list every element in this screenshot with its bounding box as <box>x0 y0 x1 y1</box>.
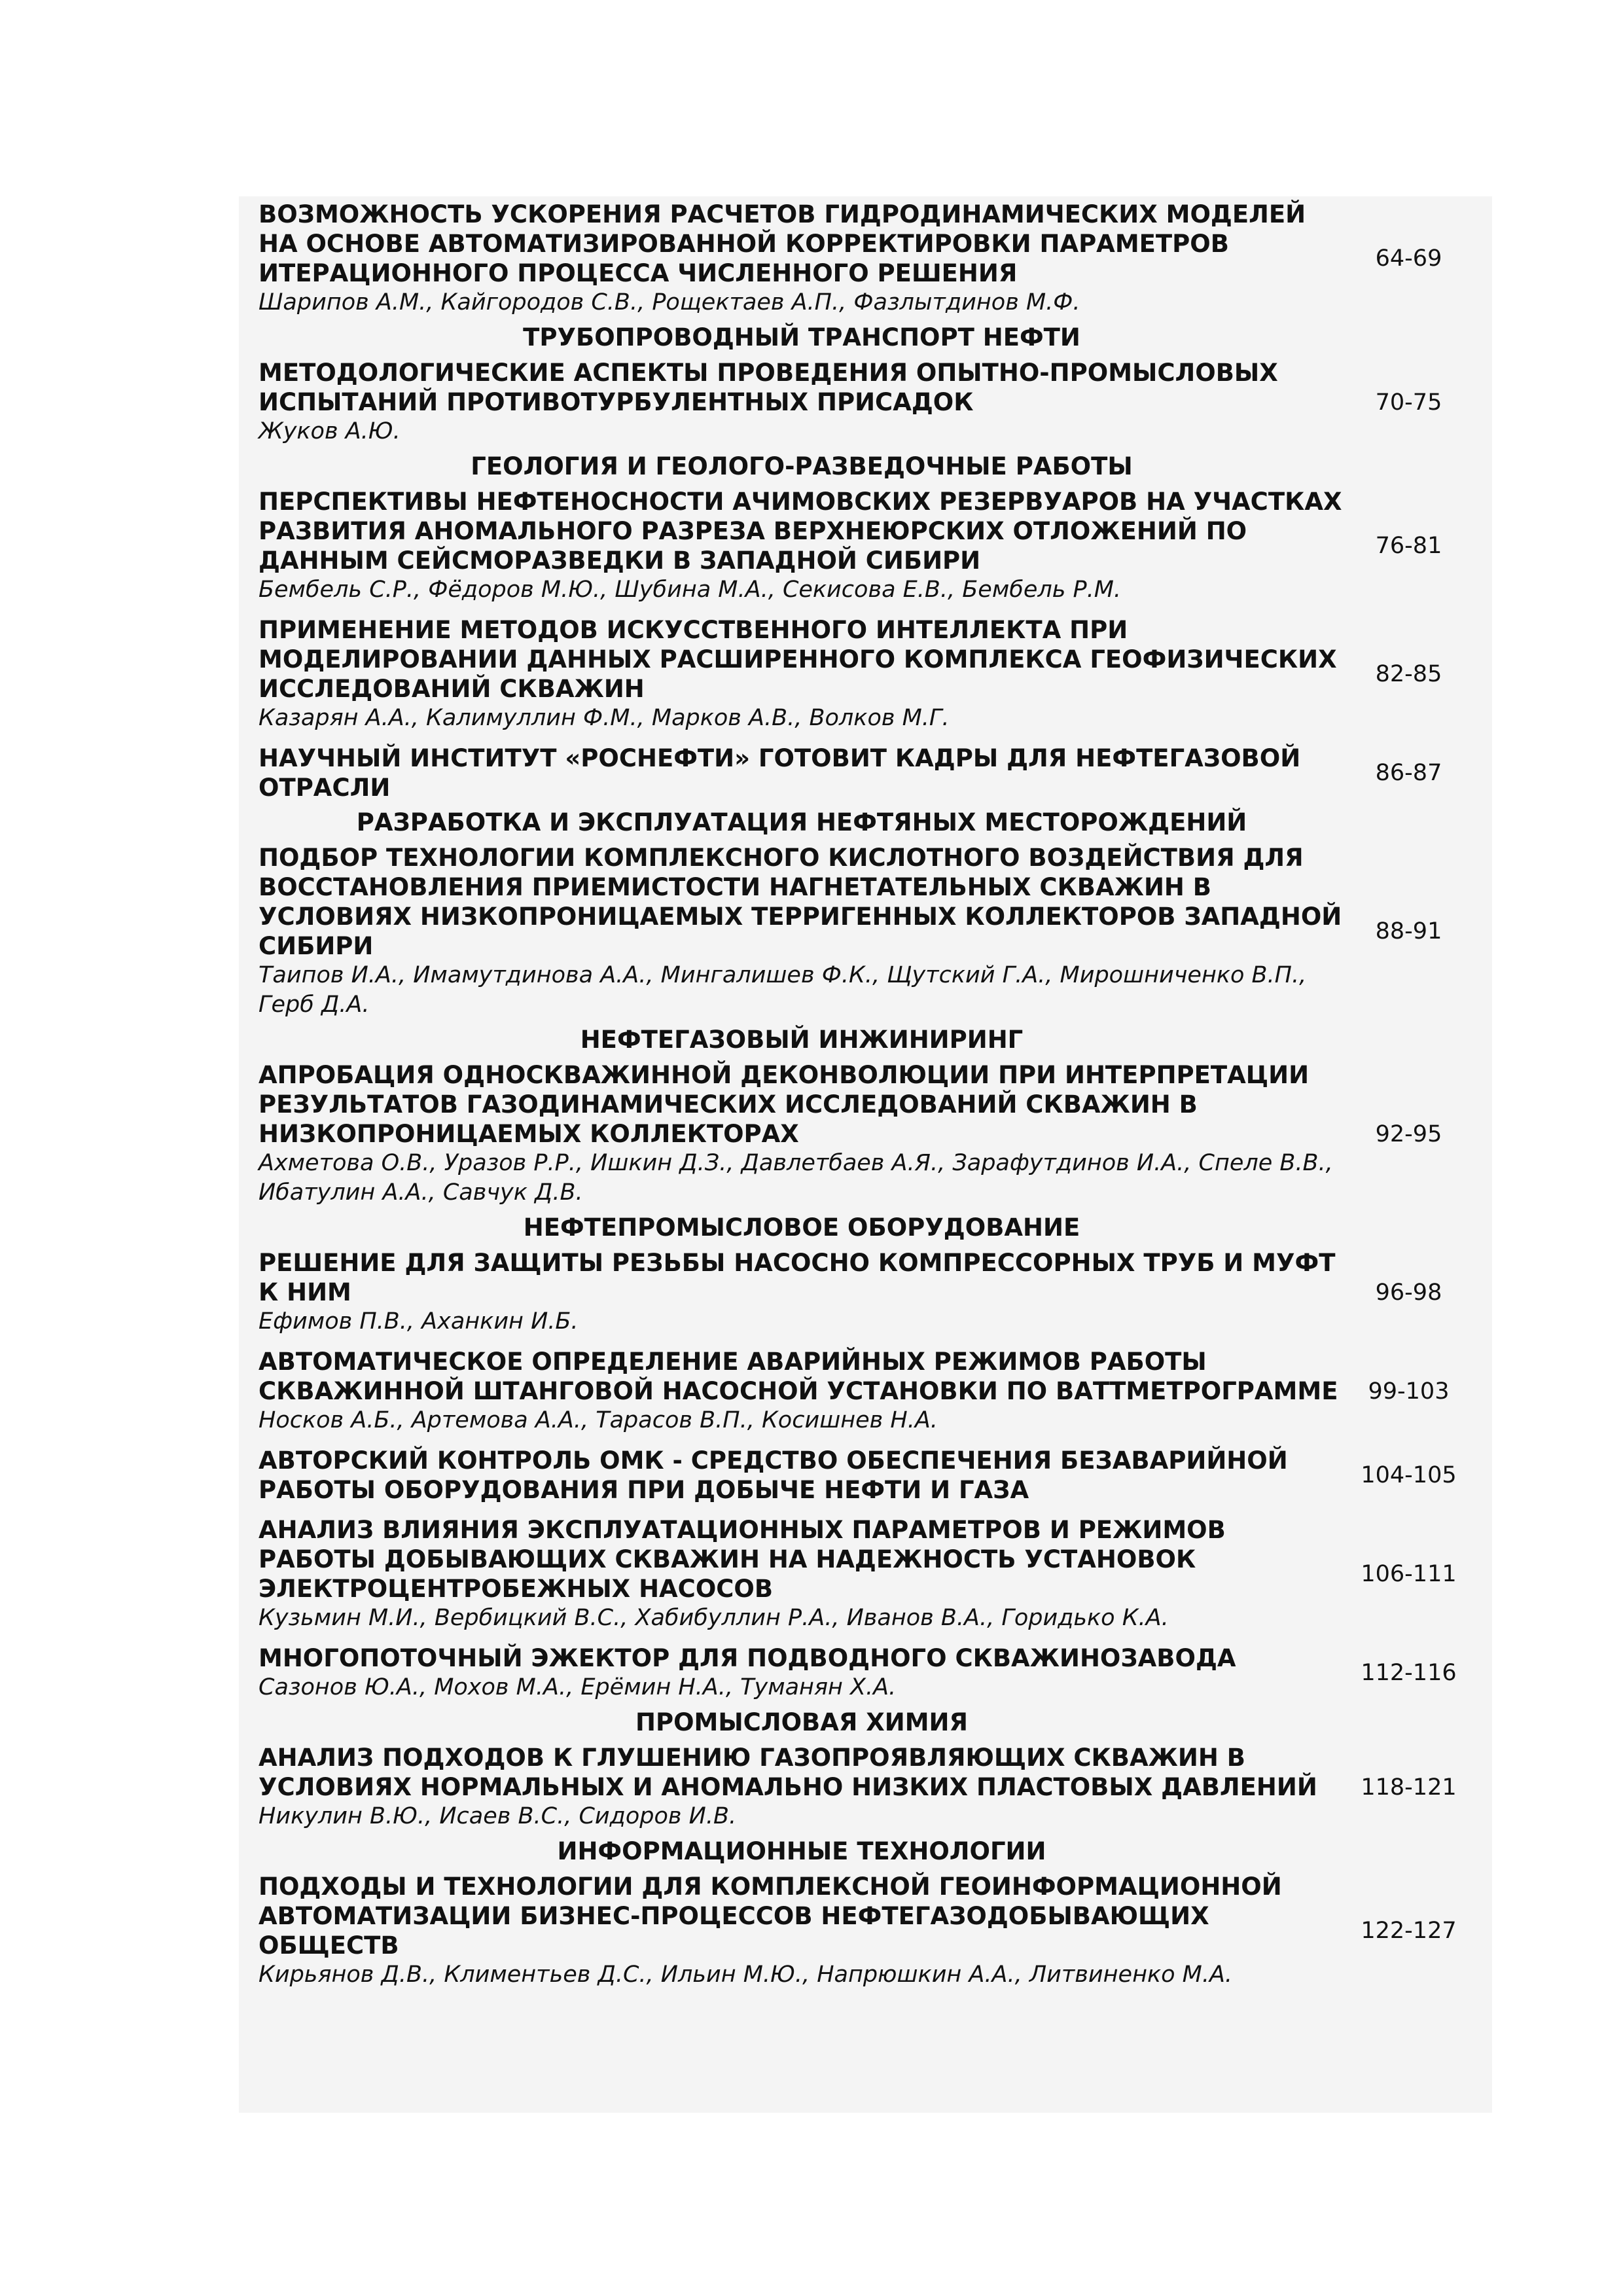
article-authors: Бембель С.Р., Фёдоров М.Ю., Шубина М.А., Секисова Е.В., Бембель Р.М. <box>259 577 1122 603</box>
section-heading: РАЗРАБОТКА И ЭКСПЛУАТАЦИЯ НЕФТЯНЫХ МЕСТОРОЖДЕНИЙ <box>356 808 1247 836</box>
toc-entry[interactable] <box>259 843 1472 1020</box>
entry-text <box>259 358 1345 446</box>
article-authors: Ахметова О.В., Уразов Р.Р., Ишкин Д.З., Давлетбаев А.Я., Зарафутдинов И.А., Спеле В.В., Ибатулин А.А., Савчук Д.В. <box>259 1150 1333 1206</box>
entry-text <box>259 1872 1345 1990</box>
entry-text <box>259 487 1345 605</box>
entry-text <box>259 1743 1345 1831</box>
toc-entry[interactable] <box>259 744 1472 802</box>
page-range: 88-91 <box>1375 918 1442 944</box>
entry-text <box>259 1446 1345 1505</box>
section-heading: НЕФТЕГАЗОВЫЙ ИНЖИНИРИНГ <box>580 1026 1024 1054</box>
toc-entry[interactable] <box>259 1643 1472 1702</box>
entry-text <box>259 615 1345 733</box>
toc-entry[interactable] <box>259 487 1472 605</box>
section-heading: НЕФТЕПРОМЫСЛОВОЕ ОБОРУДОВАНИЕ <box>523 1213 1080 1242</box>
article-title: ПРИМЕНЕНИЕ МЕТОДОВ ИСКУССТВЕННОГО ИНТЕЛЛЕКТА ПРИ МОДЕЛИРОВАНИИ ДАННЫХ РАСШИРЕННОГО КОМПЛЕКСА ГЕОФИЗИЧЕСКИХ ИССЛЕДОВАНИЙ СКВАЖИН <box>259 616 1337 703</box>
article-authors: Таипов И.А., Имамутдинова А.А., Мингалишев Ф.К., Щутский Г.А., Мирошниченко В.П., Герб Д.А. <box>259 962 1307 1018</box>
entry-spacer <box>259 733 1472 744</box>
entry-text <box>259 1060 1345 1208</box>
entry-spacer <box>259 1505 1472 1515</box>
page-range: 104-105 <box>1361 1462 1457 1488</box>
toc-entry[interactable] <box>259 615 1472 733</box>
article-title: АНАЛИЗ ВЛИЯНИЯ ЭКСПЛУАТАЦИОННЫХ ПАРАМЕТРОВ И РЕЖИМОВ РАБОТЫ ДОБЫВАЮЩИХ СКВАЖИН НА НАДЕЖНОСТЬ УСТАНОВОК ЭЛЕКТРОЦЕНТРОБЕЖНЫХ НАСОСОВ <box>259 1516 1226 1603</box>
section-heading: ГЕОЛОГИЯ И ГЕОЛОГО-РАЗВЕДОЧНЫЕ РАБОТЫ <box>471 452 1133 480</box>
article-title: ПЕРСПЕКТИВЫ НЕФТЕНОСНОСТИ АЧИМОВСКИХ РЕЗЕРВУАРОВ НА УЧАСТКАХ РАЗВИТИЯ АНОМАЛЬНОГО РАЗРЕЗА ВЕРХНЕЮРСКИХ ОТЛОЖЕНИЙ ПО ДАННЫМ СЕЙСМОРАЗВЕДКИ В ЗАПАДНОЙ СИБИРИ <box>259 488 1342 575</box>
page-range: 82-85 <box>1375 661 1442 687</box>
toc-entry[interactable] <box>259 358 1472 446</box>
article-authors: Ефимов П.В., Аханкин И.Б. <box>259 1308 579 1335</box>
page-range: 122-127 <box>1361 1918 1457 1944</box>
article-authors: Кузьмин М.И., Вербицкий В.С., Хабибуллин Р.А., Иванов В.А., Горидько К.А. <box>259 1605 1169 1631</box>
entry-text <box>259 744 1345 802</box>
article-title: ПОДБОР ТЕХНОЛОГИИ КОМПЛЕКСНОГО КИСЛОТНОГО ВОЗДЕЙСТВИЯ ДЛЯ ВОССТАНОВЛЕНИЯ ПРИЕМИСТОСТИ НАГНЕТАТЕЛЬНЫХ СКВАЖИН В УСЛОВИЯХ НИЗКОПРОНИЦАЕМЫХ ТЕРРИГЕННЫХ КОЛЛЕКТОРОВ ЗАПАДНОЙ СИБИРИ <box>259 844 1342 960</box>
article-title: АВТОРСКИЙ КОНТРОЛЬ ОМК - СРЕДСТВО ОБЕСПЕЧЕНИЯ БЕЗАВАРИЙНОЙ РАБОТЫ ОБОРУДОВАНИЯ ПРИ ДОБЫЧЕ НЕФТИ И ГАЗА <box>259 1446 1288 1504</box>
page-range: 70-75 <box>1375 389 1442 416</box>
article-authors: Шарипов А.М., Кайгородов С.В., Рощектаев А.П., Фазлытдинов М.Ф. <box>259 289 1080 315</box>
entry-text <box>259 1515 1345 1633</box>
toc-entry[interactable] <box>259 1060 1472 1208</box>
entry-spacer <box>259 605 1472 615</box>
entry-spacer <box>259 1336 1472 1347</box>
article-authors: Никулин В.Ю., Исаев В.С., Сидоров И.В. <box>259 1803 737 1829</box>
toc-entry[interactable] <box>259 200 1472 317</box>
article-title: ВОЗМОЖНОСТЬ УСКОРЕНИЯ РАСЧЕТОВ ГИДРОДИНАМИЧЕСКИХ МОДЕЛЕЙ НА ОСНОВЕ АВТОМАТИЗИРОВАННОЙ КОРРЕКТИРОВКИ ПАРАМЕТРОВ ИТЕРАЦИОННОГО ПРОЦЕССА ЧИСЛЕННОГО РЕШЕНИЯ <box>259 200 1306 287</box>
article-authors: Кирьянов Д.В., Климентьев Д.С., Ильин М.Ю., Напрюшкин А.А., Литвиненко М.А. <box>259 1962 1233 1988</box>
toc-entry[interactable] <box>259 1872 1472 1990</box>
entry-text <box>259 1248 1345 1336</box>
toc-entry[interactable] <box>259 1446 1472 1505</box>
toc-entry[interactable] <box>259 1347 1472 1435</box>
page-range: 112-116 <box>1361 1660 1457 1686</box>
entry-spacer <box>259 1435 1472 1446</box>
article-title: АВТОМАТИЧЕСКОЕ ОПРЕДЕЛЕНИЕ АВАРИЙНЫХ РЕЖИМОВ РАБОТЫ СКВАЖИННОЙ ШТАНГОВОЙ НАСОСНОЙ УСТАНОВКИ ПО ВАТТМЕТРОГРАММЕ <box>259 1348 1338 1405</box>
article-authors: Носков А.Б., Артемова А.А., Тарасов В.П., Косишнев Н.А. <box>259 1407 938 1433</box>
article-title: РЕШЕНИЕ ДЛЯ ЗАЩИТЫ РЕЗЬБЫ НАСОСНО КОМПРЕССОРНЫХ ТРУБ И МУФТ К НИМ <box>259 1249 1336 1306</box>
article-title: МНОГОПОТОЧНЫЙ ЭЖЕКТОР ДЛЯ ПОДВОДНОГО СКВАЖИНОЗАВОДА <box>259 1644 1236 1672</box>
article-title: НАУЧНЫЙ ИНСТИТУТ «РОСНЕФТИ» ГОТОВИТ КАДРЫ ДЛЯ НЕФТЕГАЗОВОЙ ОТРАСЛИ <box>259 744 1301 802</box>
article-authors: Казарян А.А., Калимуллин Ф.М., Марков А.В., Волков М.Г. <box>259 705 950 731</box>
entry-spacer <box>259 1633 1472 1643</box>
entry-text <box>259 1347 1345 1435</box>
article-title: АПРОБАЦИЯ ОДНОСКВАЖИННОЙ ДЕКОНВОЛЮЦИИ ПРИ ИНТЕРПРЕТАЦИИ РЕЗУЛЬТАТОВ ГАЗОДИНАМИЧЕСКИХ ИССЛЕДОВАНИЙ СКВАЖИН В НИЗКОПРОНИЦАЕМЫХ КОЛЛЕКТОРАХ <box>259 1061 1310 1148</box>
page-range: 92-95 <box>1375 1121 1442 1147</box>
page-range: 106-111 <box>1361 1561 1457 1587</box>
section-heading: ИНФОРМАЦИОННЫЕ ТЕХНОЛОГИИ <box>557 1837 1046 1865</box>
entry-text <box>259 200 1345 317</box>
page-range: 99-103 <box>1368 1378 1450 1405</box>
page-range: 64-69 <box>1375 245 1442 272</box>
toc-entry[interactable] <box>259 1248 1472 1336</box>
page-range: 118-121 <box>1361 1774 1457 1801</box>
section-heading: ПРОМЫСЛОВАЯ ХИМИЯ <box>635 1708 968 1736</box>
article-authors: Сазонов Ю.А., Мохов М.А., Ерёмин Н.А., Туманян Х.А. <box>259 1674 897 1700</box>
table-of-contents <box>259 200 1472 1990</box>
page-range: 96-98 <box>1375 1279 1442 1306</box>
article-title: АНАЛИЗ ПОДХОДОВ К ГЛУШЕНИЮ ГАЗОПРОЯВЛЯЮЩИХ СКВАЖИН В УСЛОВИЯХ НОРМАЛЬНЫХ И АНОМАЛЬНО НИЗКИХ ПЛАСТОВЫХ ДАВЛЕНИЙ <box>259 1744 1317 1801</box>
page-range: 86-87 <box>1375 760 1442 786</box>
section-heading: ТРУБОПРОВОДНЫЙ ТРАНСПОРТ НЕФТИ <box>523 323 1080 351</box>
article-title: МЕТОДОЛОГИЧЕСКИЕ АСПЕКТЫ ПРОВЕДЕНИЯ ОПЫТНО-ПРОМЫСЛОВЫХ ИСПЫТАНИЙ ПРОТИВОТУРБУЛЕНТНЫХ ПРИСАДОК <box>259 359 1278 416</box>
entry-text <box>259 843 1345 1020</box>
page-range: 76-81 <box>1375 533 1442 559</box>
toc-entry[interactable] <box>259 1515 1472 1633</box>
article-authors: Жуков А.Ю. <box>259 418 401 444</box>
article-title: ПОДХОДЫ И ТЕХНОЛОГИИ ДЛЯ КОМПЛЕКСНОЙ ГЕОИНФОРМАЦИОННОЙ АВТОМАТИЗАЦИИ БИЗНЕС-ПРОЦЕССОВ НЕФТЕГАЗОДОБЫВАЮЩИХ ОБЩЕСТВ <box>259 1873 1282 1960</box>
toc-entry[interactable] <box>259 1743 1472 1831</box>
entry-text <box>259 1643 1345 1702</box>
